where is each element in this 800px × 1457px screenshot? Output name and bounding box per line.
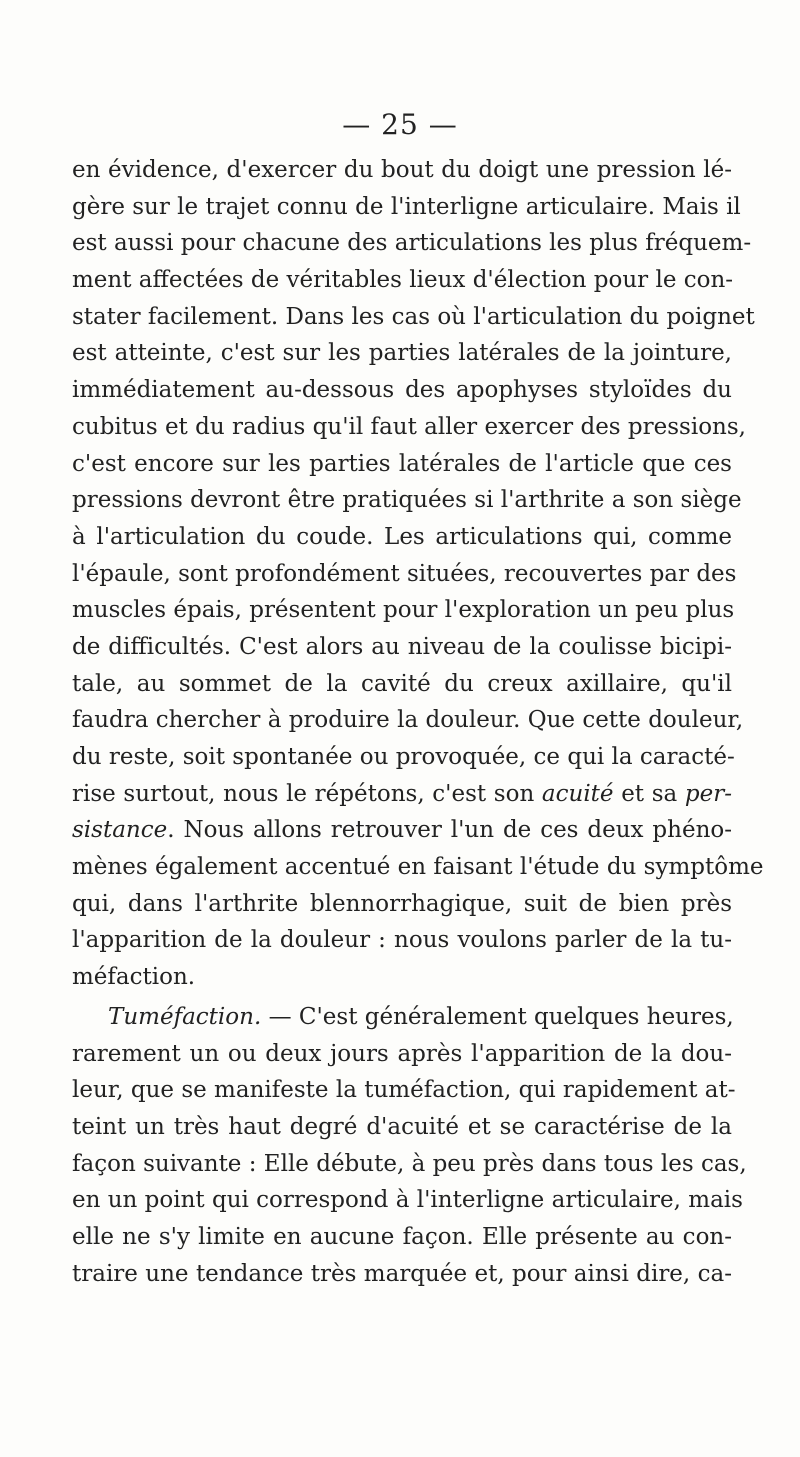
text-run: . Nous allons retrouver l'un de ces deux phéno- (167, 817, 732, 844)
text-line: l'épaule, sont profondément situées, recouvertes par des (72, 560, 737, 587)
text-run: rise surtout, nous le répétons, c'est son (72, 780, 542, 807)
text-line: façon suivante : Elle débute, à peu près dans tous les cas, (72, 1150, 747, 1177)
text-line: est aussi pour chacune des articulations les plus fréquem- (72, 230, 752, 257)
text-line: tale, au sommet de la cavité du creux axillaire, qu'il (72, 670, 732, 697)
text-line: l'apparition de la douleur : nous voulons parler de la tu- (72, 927, 732, 954)
text-line: qui, dans l'arthrite blennorrhagique, suit de bien près (72, 890, 732, 917)
italic-term: sistance (72, 817, 168, 844)
text-line: c'est encore sur les parties latérales de l'article que ces (72, 450, 732, 477)
text-line: méfaction. (72, 964, 196, 991)
text-line: du reste, soit spontanée ou provoquée, ce qui la caracté- (72, 744, 735, 770)
text-line: immédiatement au-dessous des apophyses styloïdes du (72, 377, 732, 404)
text-line: en un point qui correspond à l'interligne articulaire, mais (72, 1187, 743, 1214)
body-text (72, 152, 764, 1292)
text-line: faudra chercher à produire la douleur. Que cette douleur, (72, 707, 744, 734)
text-line (72, 812, 732, 849)
italic-term: acuité (541, 780, 614, 807)
text-line: traire une tendance très marquée et, pour ainsi dire, ca- (72, 1260, 732, 1287)
text-run: et sa (613, 780, 685, 807)
text-line: elle ne s'y limite en aucune façon. Elle présente au con- (72, 1223, 732, 1250)
text-line: à l'articulation du coude. Les articulations qui, comme (72, 523, 732, 550)
text-line: muscles épais, présentent pour l'exploration un peu plus (72, 597, 735, 624)
page-number: — 25 — (342, 108, 458, 141)
text-line: teint un très haut degré d'acuité et se caractérise de la (72, 1113, 732, 1140)
text-line (72, 776, 732, 813)
text-line: pressions devront être pratiquées si l'arthrite a son siège (72, 487, 742, 514)
text-line (72, 999, 732, 1036)
paragraph (72, 152, 764, 996)
text-line: ment affectées de véritables lieux d'élection pour le con- (72, 267, 734, 294)
section-heading: Tuméfaction. (108, 1003, 262, 1030)
paragraph (72, 999, 747, 1293)
text-line: cubitus et du radius qu'il faut aller exercer des pressions, (72, 413, 746, 440)
text-line: stater facilement. Dans les cas où l'articulation du poignet (72, 303, 755, 330)
text-line: mènes également accentué en faisant l'étude du symptôme (72, 854, 764, 881)
text-line: rarement un ou deux jours après l'apparition de la dou- (72, 1040, 732, 1067)
italic-term: per- (684, 780, 732, 807)
text-line: leur, que se manifeste la tuméfaction, qui rapidement at- (72, 1077, 736, 1104)
text-line: de difficultés. C'est alors au niveau de la coulisse bicipi- (72, 633, 732, 660)
text-run: — C'est généralement quelques heures, (261, 1003, 734, 1030)
text-line: est atteinte, c'est sur les parties latérales de la jointure, (72, 340, 732, 367)
text-line: en évidence, d'exercer du bout du doigt une pression lé- (72, 157, 732, 183)
text-line: gère sur le trajet connu de l'interligne articulaire. Mais il (72, 193, 741, 220)
